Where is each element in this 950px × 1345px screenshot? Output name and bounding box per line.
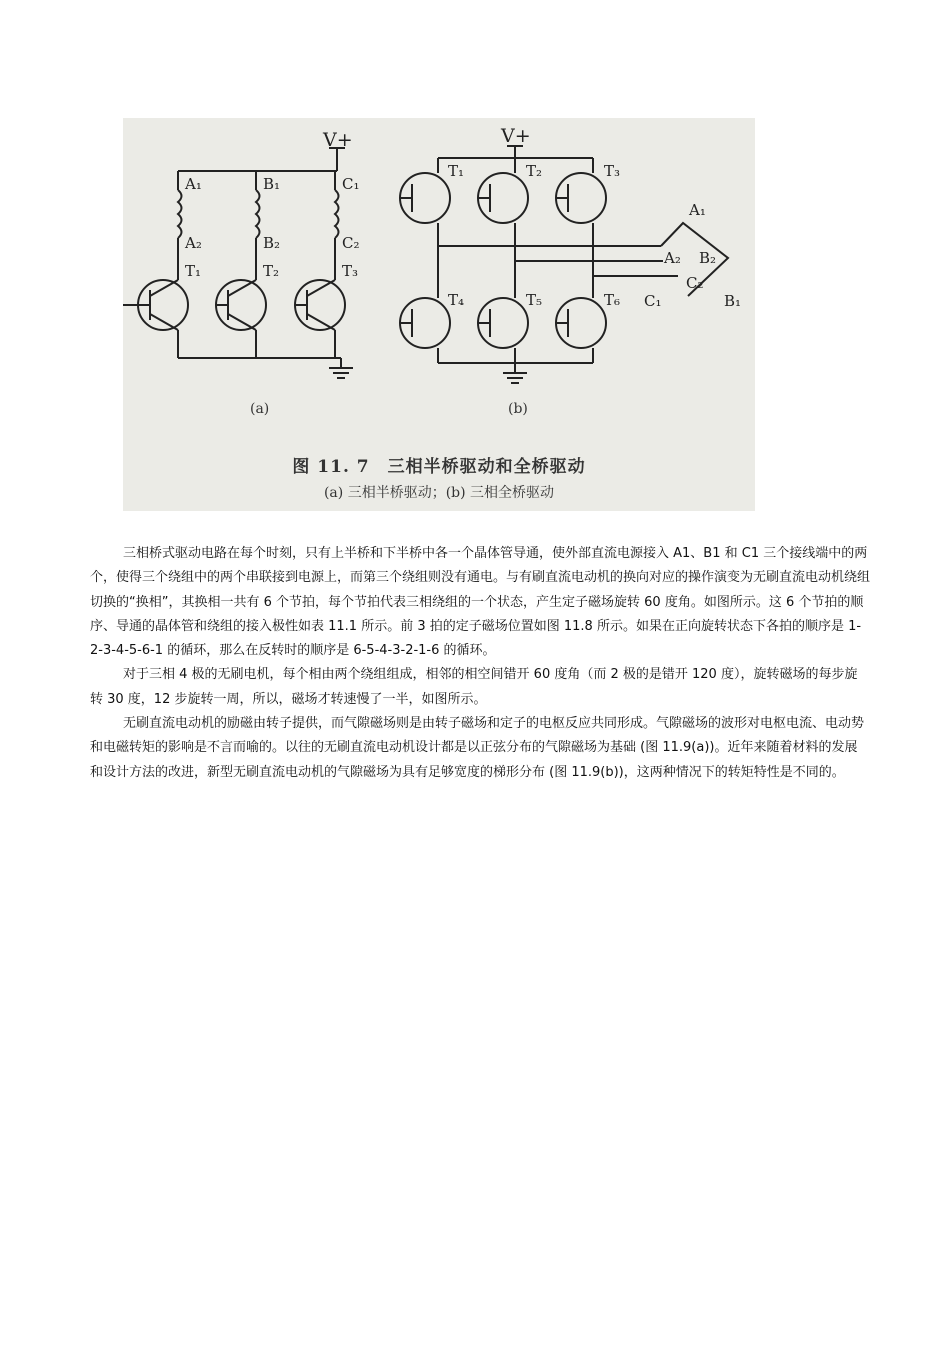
circuit-figure bbox=[123, 118, 755, 511]
transistor-t1 bbox=[123, 280, 188, 358]
svg-text:A₁: A₁ bbox=[689, 201, 706, 219]
svg-text:T₅: T₅ bbox=[526, 291, 543, 309]
transistor-t6 bbox=[556, 298, 606, 348]
coil-b bbox=[256, 171, 260, 280]
svg-text:A₂: A₂ bbox=[185, 234, 202, 252]
svg-text:T₄: T₄ bbox=[448, 291, 465, 309]
figure-label-b: (b) bbox=[508, 401, 528, 417]
paragraph-3: 无刷直流电动机的励磁由转子提供，而气隙磁场则是由转子磁场和定子的电枢反应共同形成。气隙磁场的波形对电枢电流、电动势和电磁转矩的影响是不言而喻的。以往的无刷直流电动机设计都是以正弦分布的气隙磁场为基础 (图 11.9(a))。近年来随着材料的发展和设计方法的改进，新型无刷直流电动机的气隙磁场为具有足够宽度的梯形分布 (图 11.9(b))，这两种情况下的转矩特性是不同的。 bbox=[90, 716, 865, 780]
transistor-t4 bbox=[400, 298, 450, 348]
supply-label-b: V+ bbox=[501, 125, 531, 147]
svg-text:T₁: T₁ bbox=[185, 262, 202, 280]
svg-text:A₂: A₂ bbox=[664, 249, 681, 267]
svg-text:A₁: A₁ bbox=[185, 175, 202, 193]
svg-text:B₁: B₁ bbox=[263, 175, 281, 193]
svg-text:C₁: C₁ bbox=[342, 175, 360, 193]
svg-text:B₂: B₂ bbox=[699, 249, 717, 267]
transistor-t1-full bbox=[400, 173, 450, 223]
transistor-t2-full bbox=[478, 173, 528, 223]
supply-label-a: V+ bbox=[323, 129, 353, 151]
transistor-t3 bbox=[295, 280, 345, 358]
svg-text:C₂: C₂ bbox=[342, 234, 360, 252]
paragraph-2: 对于三相 4 极的无刷电机，每个相由两个绕组组成，相邻的相空间错开 60 度角（而 2 极的是错开 120 度），旋转磁场的每步旋转 30 度，12 步旋转一周，所以，磁场才转速慢了一半，如图所示。 bbox=[90, 667, 858, 707]
transistor-t5 bbox=[478, 298, 528, 348]
transistor-t2 bbox=[216, 280, 266, 358]
svg-text:T₂: T₂ bbox=[263, 262, 280, 280]
svg-text:T₆: T₆ bbox=[604, 291, 621, 309]
coil-a bbox=[178, 171, 182, 280]
figure-caption-subtitle: (a) 三相半桥驱动；(b) 三相全桥驱动 bbox=[323, 485, 555, 501]
body-text bbox=[90, 542, 870, 785]
paragraph-1: 三相桥式驱动电路在每个时刻，只有上半桥和下半桥中各一个晶体管导通，使外部直流电源接入 A1、B1 和 C1 三个接线端中的两个，使得三个绕组中的两个串联接到电源上，而第三个绕组则没有通电。与有刷直流电动机的换向对应的操作演变为无刷直流电动机绕组切换的“换相”，其换相一共有 6 个节拍，每个节拍代表三相绕组的一个状态，产生定子磁场旋转 60 度角。如图所示。这 6 个节拍的顺序、导通的晶体管和绕组的接入极性如表 11.1 所示。前 3 拍的定子磁场位置如图 11.8 所示。如果在正向旋转状态下各拍的顺序是 1-2-3-4-5-6-1 的循环，那么在反转时的顺序是 6-5-4-3-2-1-6 的循环。 bbox=[90, 546, 871, 659]
figure-label-a: (a) bbox=[250, 401, 270, 417]
svg-text:C₁: C₁ bbox=[644, 292, 662, 310]
svg-text:T₂: T₂ bbox=[526, 162, 543, 180]
half-bridge-circuit bbox=[123, 129, 353, 378]
svg-text:T₁: T₁ bbox=[448, 162, 465, 180]
figure-caption-title: 图 11. 7 三相半桥驱动和全桥驱动 bbox=[292, 457, 586, 477]
svg-text:B₂: B₂ bbox=[263, 234, 281, 252]
coil-c bbox=[335, 171, 339, 280]
svg-text:T₃: T₃ bbox=[342, 262, 359, 280]
transistor-t3-full bbox=[556, 173, 606, 223]
svg-text:T₃: T₃ bbox=[604, 162, 621, 180]
svg-text:C₂: C₂ bbox=[686, 274, 704, 292]
svg-text:B₁: B₁ bbox=[724, 292, 742, 310]
